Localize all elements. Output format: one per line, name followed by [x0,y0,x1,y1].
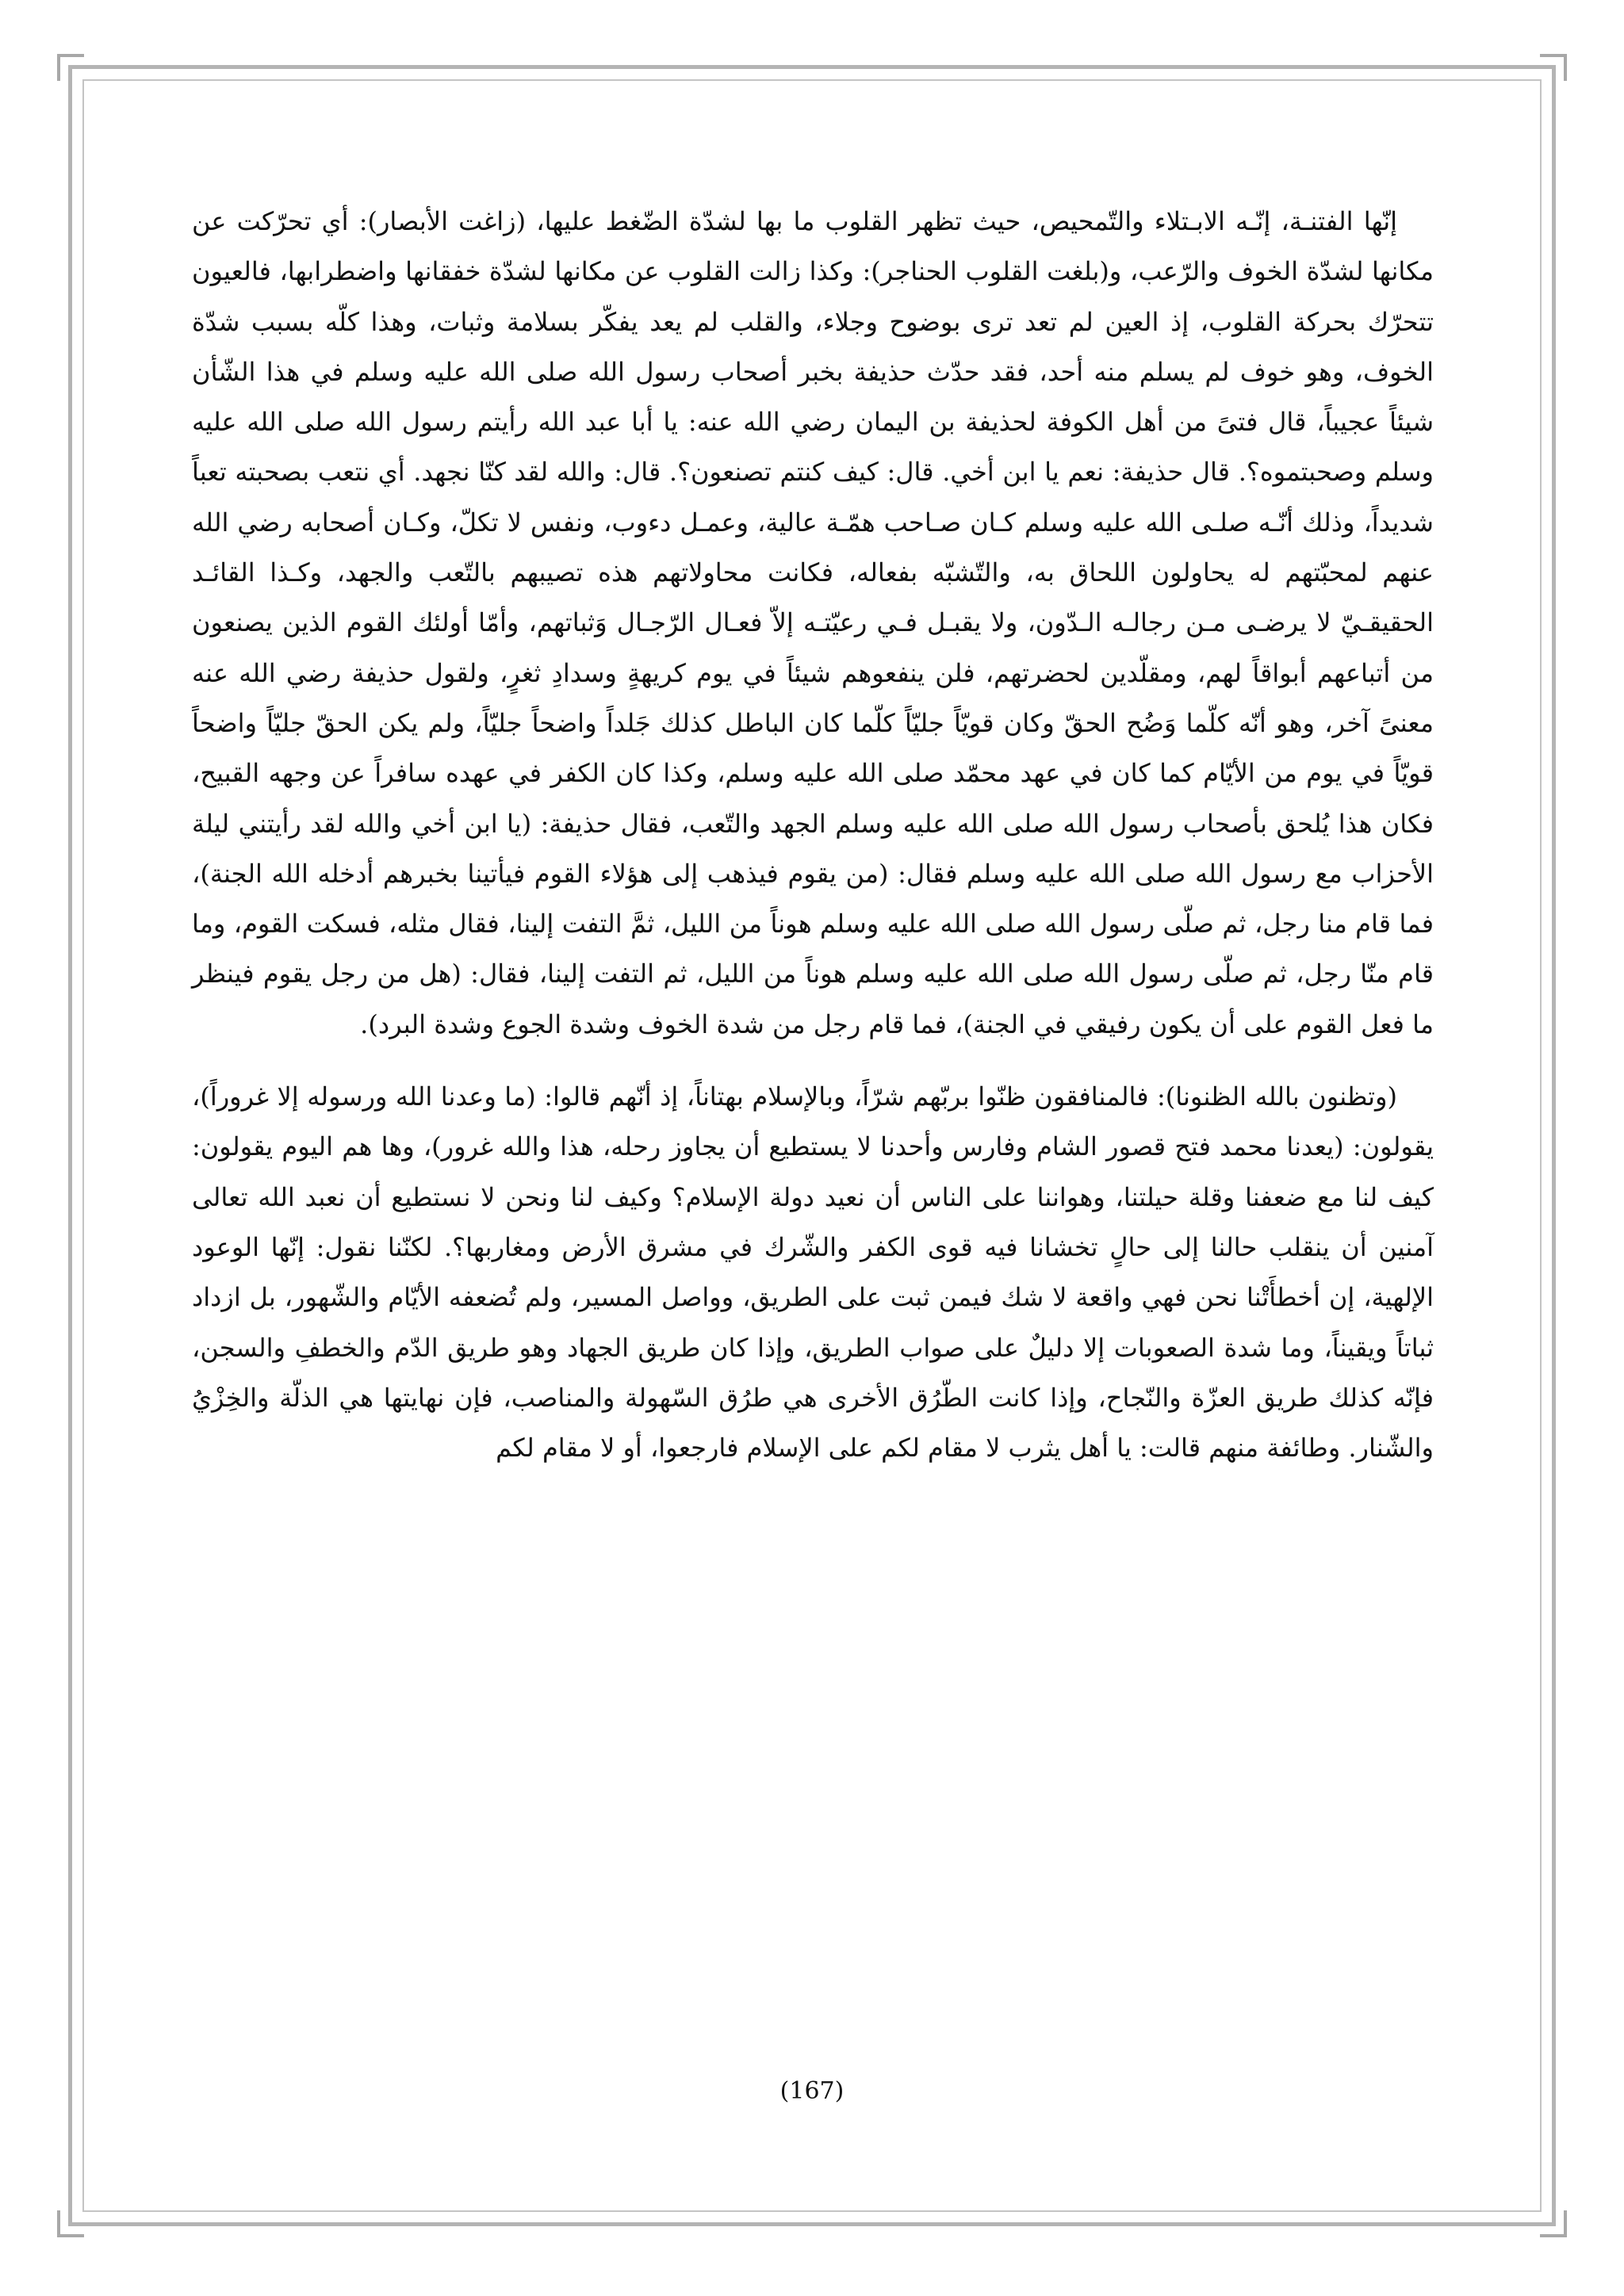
page-number: (167) [779,2077,845,2105]
corner-ornament-bottom-left [57,2210,84,2237]
corner-ornament-top-right [1540,54,1567,81]
corner-ornament-top-left [57,54,84,81]
page-body [192,197,1434,1473]
paragraph-1: إنّها الفتنـة، إنّـه الابـتلاء والتّمحيص، حيث تظهر القلوب ما بها لشدّة الضّغط عليها، (زاغت الأبصار): أي تحرّكت عن مكانها لشدّة الخوف والرّعب، و(بلغت القلوب الحناجر): وكذا زالت القلوب عن مكانها لشدّة خفقانها واضطرابها، فالعيون تتحرّك بحركة القلوب، إذ العين لم تعد ترى بوضوح وجلاء، والقلب لم يعد يفكّر بسلامة وثبات، وهذا كلّه بسبب شدّة الخوف، وهو خوف لم يسلم منه أحد، فقد حدّث حذيفة بخبر أصحاب رسول الله صلى الله عليه وسلم في هذا الشّأن شيئاً عجيباً، قال فتىً من أهل الكوفة لحذيفة بن اليمان رضي الله عنه: يا أبا عبد الله رأيتم رسول الله صلى الله عليه وسلم وصحبتموه؟. قال حذيفة: نعم يا ابن أخي. قال: كيف كنتم تصنعون؟. قال: والله لقد كنّا نجهد. أي نتعب بصحبته تعباً شديداً، وذلك أنّـه صلـى الله عليه وسلم كـان صـاحب همّـة عالية، وعمـل دءوب، ونفس لا تكلّ، وكـان أصحابه رضي الله عنهم لمحبّتهم له يحاولون اللحاق به، والتّشبّه بفعاله، فكانت محاولاتهم هذه تصيبهم بالتّعب والجهد، وكـذا القائـد الحقيقـيّ لا يرضـى مـن رجالـه الـدّون، ولا يقبـل فـي رعيّتـه إلاّ فعـال الرّجـال وَثباتهم، وأمّا أولئك القوم الذين يصنعون من أتباعهم أبواقاً لهم، ومقلّدين لحضرتهم، فلن ينفعوهم شيئاً في يوم كريهةٍ وسدادِ ثغرٍ، ولقول حذيفة رضي الله عنه معنىً آخر، وهو أنّه كلّما وَضُح الحقّ وكان قويّاً جليّاً كلّما كان الباطل كذلك جَلداً واضحاً جليّاً، ولم يكن الحقّ جليّاً واضحاً قويّاً في يوم من الأيّام كما كان في عهد محمّد صلى الله عليه وسلم، وكذا كان الكفر في عهده سافراً عن وجهه القبيح، فكان هذا يُلحق بأصحاب رسول الله صلى الله عليه وسلم الجهد والتّعب، فقال حذيفة: (يا ابن أخي والله لقد رأيتني ليلة الأحزاب مع رسول الله صلى الله عليه وسلم فقال: (من يقوم فيذهب إلى هؤلاء القوم فيأتينا بخبرهم أدخله الله الجنة)، فما قام منا رجل، ثم صلّى رسول الله صلى الله عليه وسلم هوناً من الليل، ثمَّ التفت إلينا، فقال مثله، فسكت القوم، وما قام منّا رجل، ثم صلّى رسول الله صلى الله عليه وسلم هوناً من الليل، ثم التفت إلينا، فقال: (هل من رجل يقوم فينظر ما فعل القوم على أن يكون رفيقي في الجنة)، فما قام رجل من شدة الخوف وشدة الجوع وشدة البرد). [192,206,1434,1039]
corner-ornament-bottom-right [1540,2210,1567,2237]
paragraph-2: (وتظنون بالله الظنونا): فالمنافقون ظنّوا بربّهم شرّاً، وبالإسلام بهتاناً، إذ أنّهم قالوا: (ما وعدنا الله ورسوله إلا غروراً)، يقولون: (يعدنا محمد فتح قصور الشام وفارس وأحدنا لا يستطيع أن يجاوز رحله، هذا والله غرور)، وها هم اليوم يقولون: كيف لنا مع ضعفنا وقلة حيلتنا، وهواننا على الناس أن نعيد دولة الإسلام؟ وكيف لنا ونحن لا نستطيع أن نعبد الله تعالى آمنين أن ينقلب حالنا إلى حالٍ تخشانا فيه قوى الكفر والشّرك في مشرق الأرض ومغاربها؟. لكنّنا نقول: إنّها الوعود الإلهية، إن أخطأَتْنا نحن فهي واقعة لا شك فيمن ثبت على الطريق، وواصل المسير، ولم تُضعفه الأيّام والشّهور، بل ازداد ثباتاً ويقيناً، وما شدة الصعوبات إلا دليلٌ على صواب الطريق، وإذا كان طريق الجهاد وهو طريق الدّم والخطفِ والسجن، فإنّه كذلك طريق العزّة والنّجاح، وإذا كانت الطّرُق الأخرى هي طرُق السّهولة والمناصب، فإن نهايتها هي الذلّة والخِزْيُ والشّنار. وطائفة منهم قالت: يا أهل يثرب لا مقام لكم على الإسلام فارجعوا، أو لا مقام لكم [192,1081,1434,1464]
